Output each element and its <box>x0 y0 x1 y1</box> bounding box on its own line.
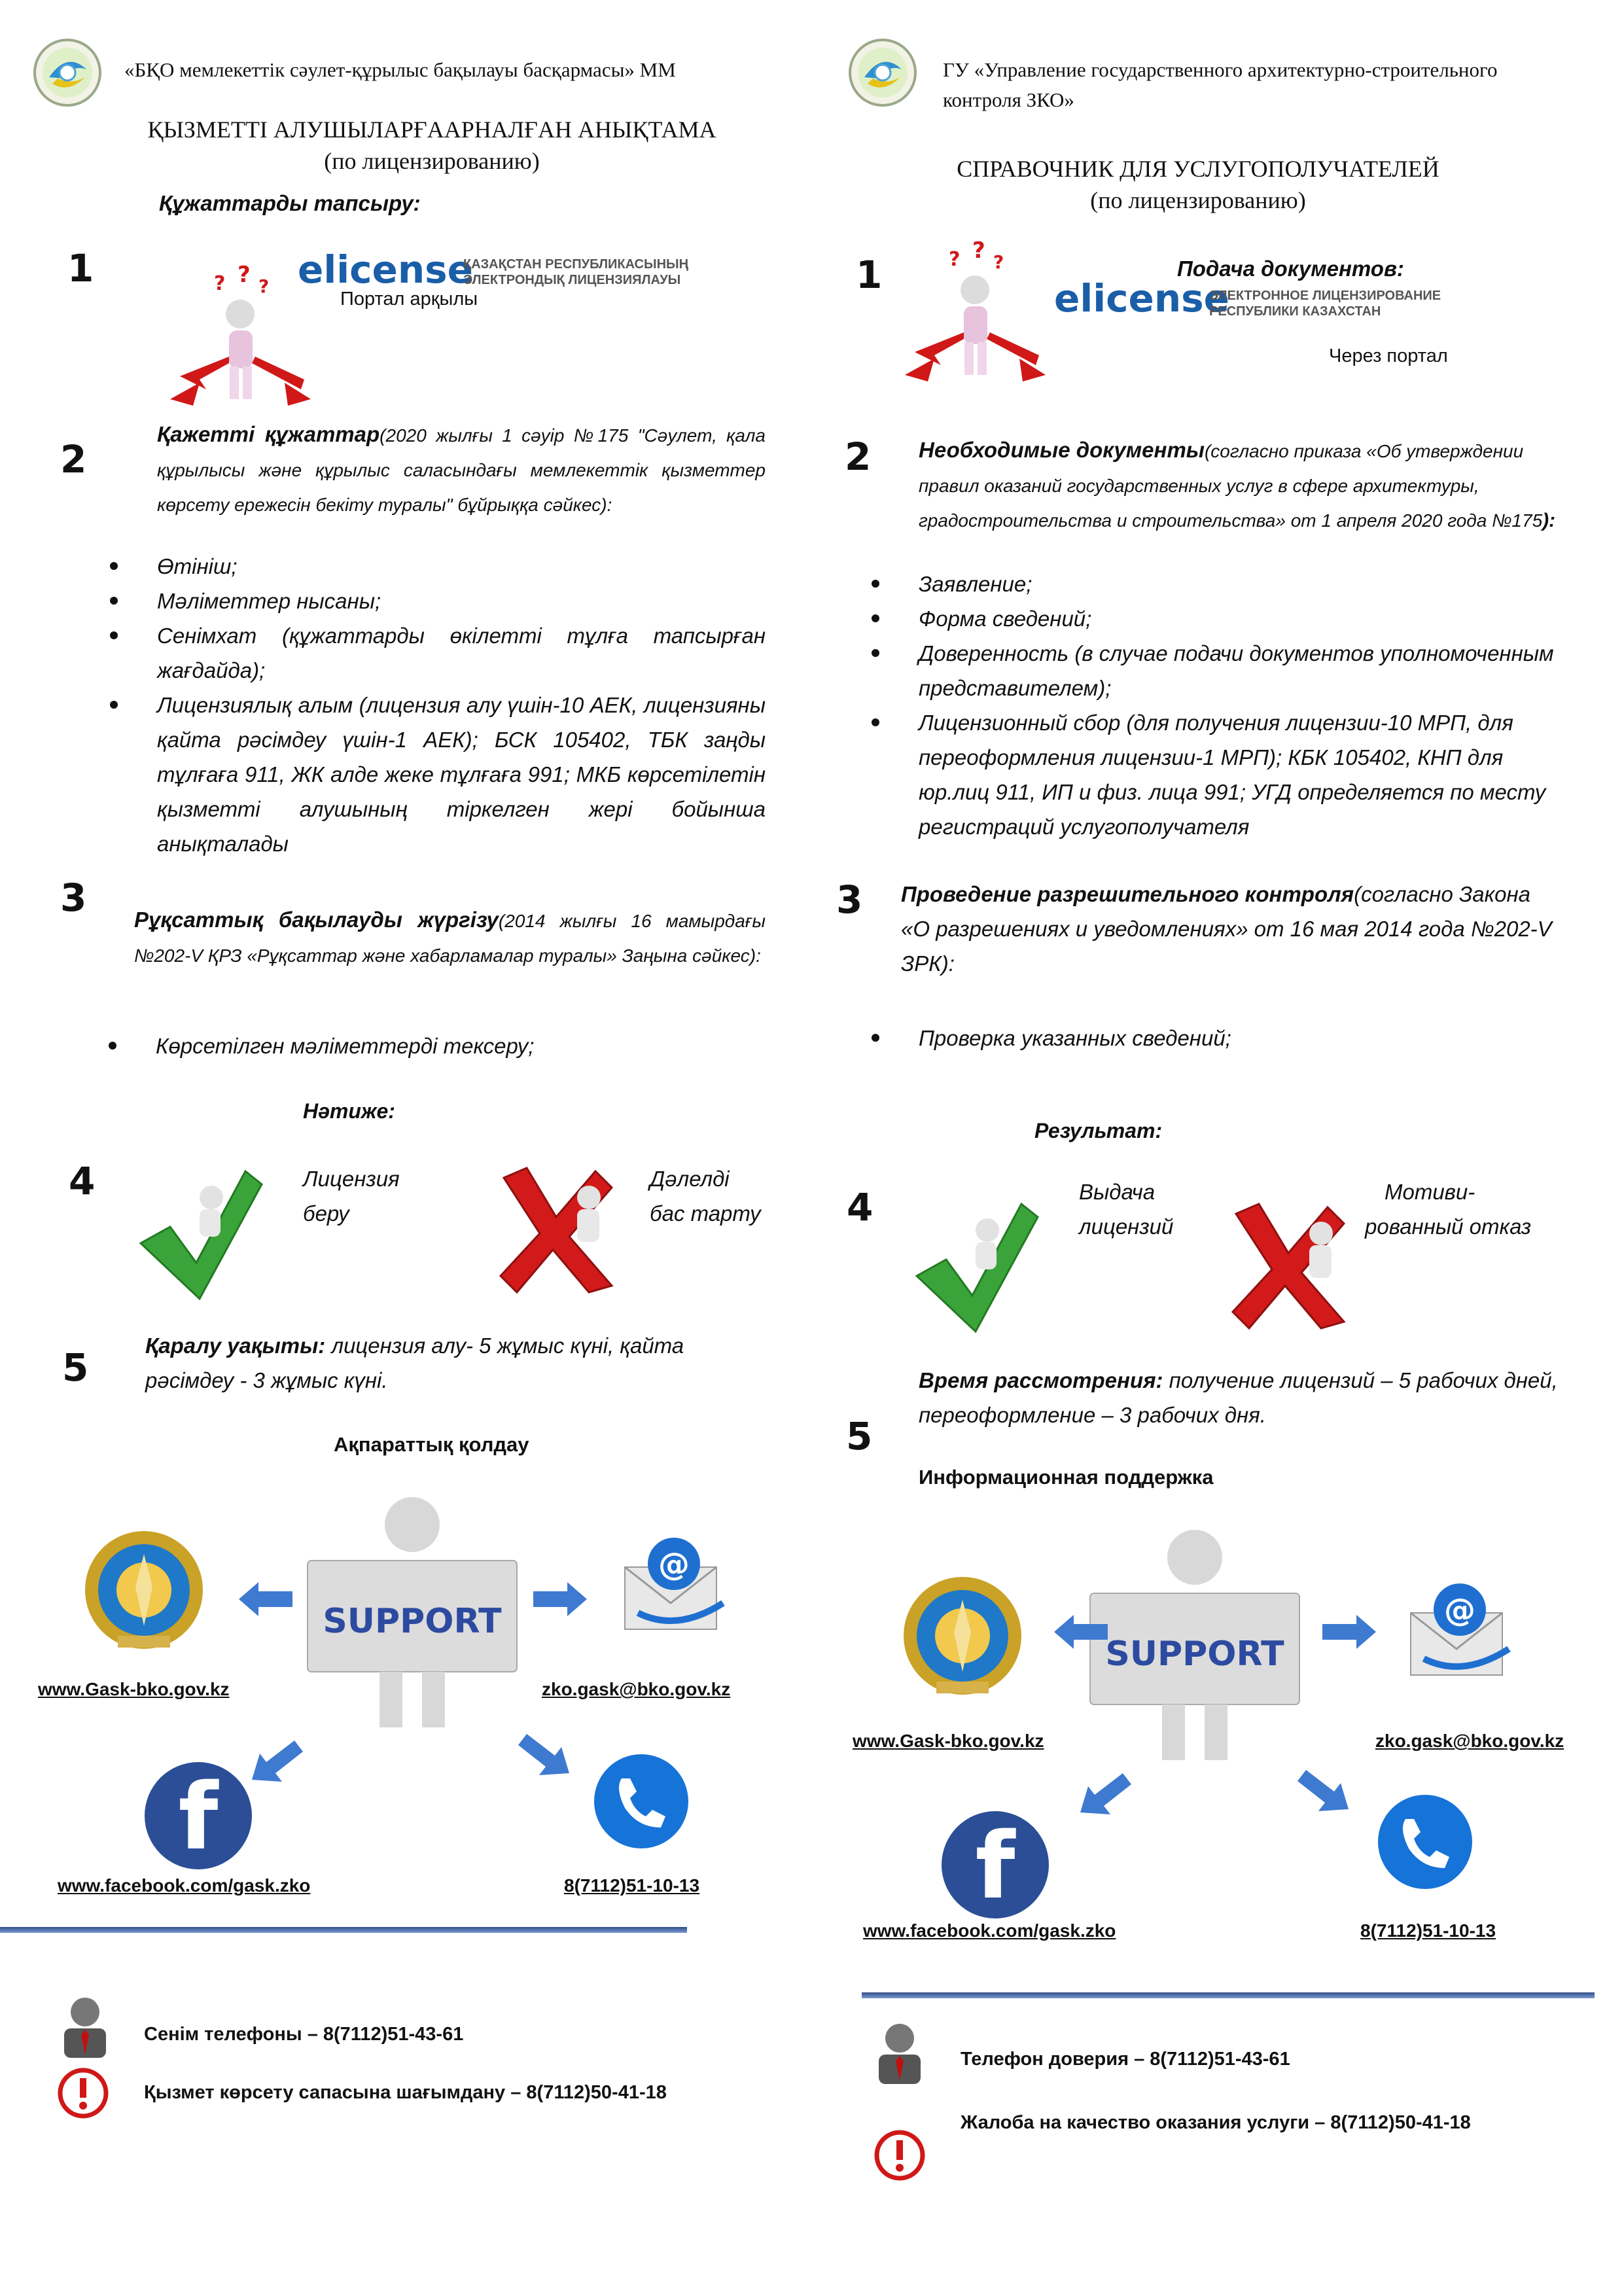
list-item: Көрсетілген мәліметтерді тексеру; <box>156 1029 764 1063</box>
step-number-1: 1 <box>67 246 94 291</box>
support-heading: Ақпараттық қолдау <box>334 1433 529 1456</box>
svg-text:?: ? <box>258 275 270 297</box>
phone-link[interactable]: 8(7112)51-10-13 <box>1360 1920 1496 1941</box>
step-number-2: 2 <box>60 437 87 482</box>
step-number-5: 5 <box>62 1345 89 1390</box>
svg-text:SUPPORT: SUPPORT <box>1105 1634 1284 1674</box>
elicense-caption: ЭЛЕКТРОННОЕ ЛИЦЕНЗИРОВАНИЕ РЕСПУБЛИКИ КАЗАХСТАН <box>1209 289 1441 319</box>
page-title: ҚЫЗМЕТТІ АЛУШЫЛАРҒААРНАЛҒАН АНЫҚТАМА <box>147 116 716 143</box>
result-license-issue: Выдача лицензий <box>1079 1180 1174 1239</box>
svg-text:?: ? <box>949 248 961 271</box>
separator-line <box>0 1927 687 1933</box>
website-link[interactable]: www.Gask-bko.gov.kz <box>38 1679 230 1699</box>
phone-link[interactable]: 8(7112)51-10-13 <box>564 1875 700 1896</box>
result-refusal: Мотиви- рованный отказ <box>1365 1180 1532 1239</box>
svg-text:?: ? <box>972 241 985 264</box>
phone-icon[interactable] <box>592 1752 690 1850</box>
list-item: Сенімхат (құжаттарды өкілетті тұлға тапсырған жағдайда); <box>157 618 766 688</box>
list-item: Проверка указанных сведений; <box>919 1021 1573 1055</box>
page-title: СПРАВОЧНИК ДЛЯ УСЛУГОПОЛУЧАТЕЛЕЙ <box>957 156 1439 182</box>
elicense-logo: elicense <box>298 247 473 292</box>
emblem-logo-icon <box>848 38 917 107</box>
list-item: Форма сведений; <box>919 601 1573 636</box>
svg-text:?: ? <box>238 265 251 288</box>
arrow-down-right-icon <box>1296 1767 1349 1812</box>
arrow-down-left-icon <box>1080 1770 1133 1816</box>
list-item: Лицензионный сбор (для получения лицензии-10 МРП, для переоформления лицензии-1 МРП); КБК 105402, КНП для юр.лиц 911, ИП и физ. лица 991; УГД определяется по месту регистраций услугополучателя <box>919 705 1573 844</box>
kazakhstan-emblem-icon <box>82 1528 206 1652</box>
submission-heading: Подача документов: <box>1177 256 1404 281</box>
page-subtitle: (по лицензированию) <box>324 148 540 174</box>
result-heading: Результат: <box>1034 1119 1163 1142</box>
email-icon <box>1404 1580 1515 1685</box>
complaint-phone: Қызмет көрсету сапасына шағымдану – 8(7112)50-41-18 <box>144 2082 667 2103</box>
step-number-4: 4 <box>69 1159 96 1203</box>
complaint-phone: Жалоба на качество оказания услуги – 8(7112)50-41-18 <box>961 2112 1471 2133</box>
header-organization: «БҚО мемлекеттік сәулет-құрылыс бақылауы басқармасы» ММ <box>124 58 676 81</box>
svg-text:?: ? <box>993 251 1004 273</box>
website-link[interactable]: www.Gask-bko.gov.kz <box>853 1731 1044 1751</box>
step-number-5: 5 <box>846 1414 873 1458</box>
elicense-caption: ҚАЗАҚСТАН РЕСПУБЛИКАСЫНЫҢ ЭЛЕКТРОНДЫҚ ЛИЦЕНЗИЯЛАУЫ <box>463 257 689 287</box>
svg-text:f: f <box>975 1813 1015 1920</box>
list-item: Доверенность (в случае подачи документов уполномоченным представителем); <box>919 636 1573 705</box>
step2-heading-block: Қажетті құжаттар(2020 жылғы 1 сәуір №175 "Сәулет, қала құрылысы және құрылыс саласындағы мемлекеттік қызметтер көрсету ережесін бекіту туралы" бұйрыққа сәйкес): <box>157 422 766 515</box>
elicense-logo: elicense <box>1054 276 1229 321</box>
arrow-left-icon <box>1054 1615 1108 1649</box>
email-icon <box>618 1534 730 1639</box>
result-heading: Нәтиже: <box>303 1099 395 1123</box>
header-organization: ГУ «Управление государственного архитектурно-строительного контроля ЗКО» <box>943 58 1498 111</box>
emblem-logo-icon <box>33 38 102 107</box>
facebook-icon[interactable] <box>143 1760 254 1871</box>
svg-text:?: ? <box>214 272 226 295</box>
step-number-3: 3 <box>836 877 863 922</box>
support-person-icon <box>301 1495 523 1731</box>
list-item: Өтініш; <box>157 549 766 584</box>
step3-check-list <box>156 1029 764 1063</box>
warning-icon <box>874 2130 925 2181</box>
support-person-icon <box>1084 1528 1306 1763</box>
facebook-icon[interactable] <box>940 1809 1051 1920</box>
check-mark-icon <box>910 1197 1041 1335</box>
arrow-left-icon <box>239 1582 292 1616</box>
kazakhstan-emblem-icon <box>900 1574 1025 1698</box>
review-time: Время рассмотрения: получение лицензий – 5 рабочих дней, переоформление – 3 рабочих дня. <box>919 1368 1558 1427</box>
step3-heading-block: Рұқсаттық бақылауды жүргізу(2014 жылғы 16 мамырдағы №202-V ҚРЗ «Рұқсаттар және хабарламалар туралы» Заңына сәйкес): <box>134 908 766 966</box>
cross-mark-icon <box>1223 1201 1354 1332</box>
step3-heading-block: Проведение разрешительного контроля(согласно Закона «О разрешениях и уведомлениях» от 16 мая 2014 года №202-V ЗРК): <box>901 882 1552 976</box>
step-number-3: 3 <box>60 875 87 920</box>
email-link[interactable]: zko.gask@bko.gov.kz <box>1375 1731 1564 1751</box>
arrow-right-icon <box>1322 1615 1376 1649</box>
russian-column <box>812 0 1624 2296</box>
support-heading: Информационная поддержка <box>919 1466 1214 1489</box>
list-item: Заявление; <box>919 567 1573 601</box>
cross-mark-icon <box>491 1165 622 1296</box>
trust-phone: Телефон доверия – 8(7112)51-43-61 <box>961 2049 1290 2070</box>
person-icon <box>872 2022 928 2084</box>
step-number-1: 1 <box>856 253 883 297</box>
portal-text: Через портал <box>1329 345 1448 366</box>
arrow-down-right-icon <box>517 1731 569 1776</box>
email-link[interactable]: zko.gask@bko.gov.kz <box>542 1679 731 1699</box>
list-item: Лицензиялық алым (лицензия алу үшін-10 АЕК, лицензияны қайта рәсімдеу үшін-1 АЕК); БСК 105402, ТБК заңды тұлғаға 911, ЖК алде жеке тұлғаға 991; МКБ көрсетілетін қызметті алушының тіркелген жері бойынша анықталады <box>157 688 766 861</box>
thinking-person-icon <box>902 241 1049 391</box>
person-icon <box>58 1996 113 2058</box>
svg-text:@: @ <box>658 1546 690 1583</box>
result-refusal: Дәлелді бас тарту <box>650 1167 761 1226</box>
facebook-link[interactable]: www.facebook.com/gask.zko <box>863 1920 1116 1941</box>
trust-phone: Сенім телефоны – 8(7112)51-43-61 <box>144 2024 464 2045</box>
svg-text:@: @ <box>1444 1592 1475 1629</box>
thinking-person-icon <box>167 265 314 415</box>
portal-text: Портал арқылы <box>340 289 478 309</box>
step-number-2: 2 <box>845 434 872 479</box>
step2-heading-block: Необходимые документы(согласно приказа «Об утверждении правил оказаний государственных услуг в сфере архитектуры, градостроительства и строительства» от 1 апреля 2020 года №175): <box>919 438 1556 531</box>
svg-text:SUPPORT: SUPPORT <box>323 1602 502 1641</box>
result-license-issue: Лицензия беру <box>303 1167 400 1226</box>
arrow-right-icon <box>533 1582 587 1616</box>
check-mark-icon <box>134 1165 265 1302</box>
step3-check-list <box>919 1021 1573 1055</box>
step-number-4: 4 <box>847 1185 874 1229</box>
review-time: Қаралу уақыты: лицензия алу- 5 жұмыс күні, қайта рәсімдеу - 3 жұмыс күні. <box>145 1333 684 1392</box>
step2-document-list <box>157 549 766 861</box>
list-item: Мәліметтер нысаны; <box>157 584 766 618</box>
phone-icon[interactable] <box>1376 1793 1474 1891</box>
submission-heading: Құжаттарды тапсыру: <box>159 191 421 215</box>
facebook-link[interactable]: www.facebook.com/gask.zko <box>58 1875 311 1896</box>
warning-icon <box>58 2068 109 2119</box>
page-subtitle: (по лицензированию) <box>1090 187 1306 213</box>
step2-document-list <box>919 567 1573 844</box>
separator-line <box>862 1992 1595 1998</box>
svg-text:f: f <box>178 1764 219 1871</box>
arrow-down-left-icon <box>252 1737 304 1783</box>
